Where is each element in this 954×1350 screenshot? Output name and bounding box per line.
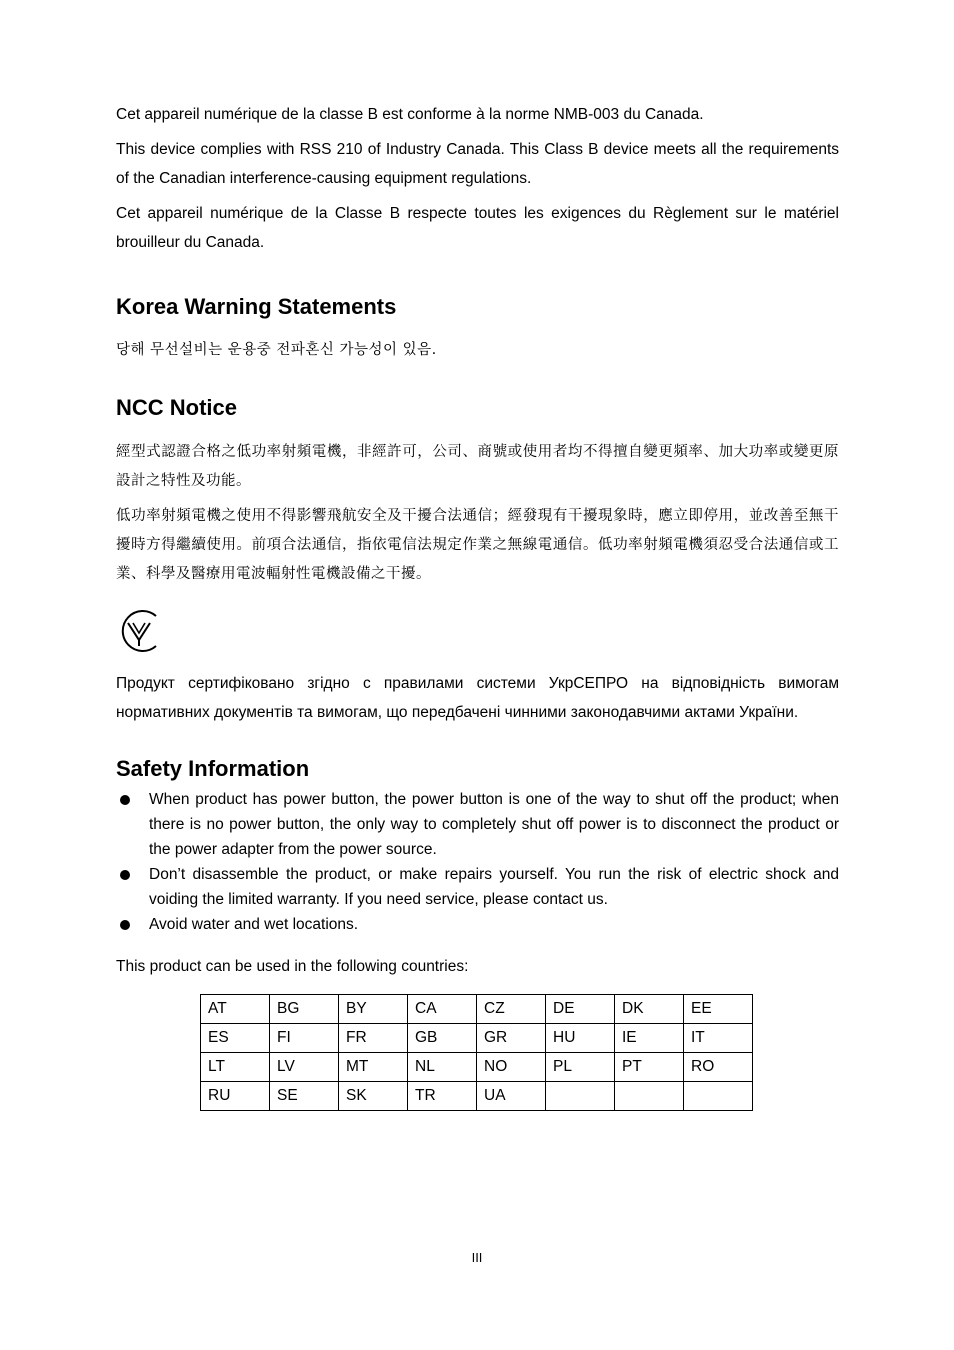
country-cell: NL — [408, 1053, 477, 1082]
country-cell: MT — [339, 1053, 408, 1082]
country-cell: SK — [339, 1082, 408, 1111]
country-cell: BY — [339, 995, 408, 1024]
country-cell: HU — [546, 1024, 615, 1053]
table-row — [201, 1024, 753, 1053]
country-cell: TR — [408, 1082, 477, 1111]
countries-intro: This product can be used in the following countries: — [116, 958, 469, 975]
country-cell — [546, 1082, 615, 1111]
safety-item: Avoid water and wet locations. — [116, 912, 839, 937]
page-number: III — [471, 1250, 483, 1265]
country-cell: AT — [201, 995, 270, 1024]
bullet-icon — [120, 870, 130, 880]
country-cell: RU — [201, 1082, 270, 1111]
canada-english-statement: This device complies with RSS 210 of Industry Canada. This Class B device meets all the requirements of the Canadian interference-causing equipment regulations. — [116, 141, 839, 187]
country-cell: BG — [270, 995, 339, 1024]
country-cell: GB — [408, 1024, 477, 1053]
country-cell: FI — [270, 1024, 339, 1053]
country-cell: GR — [477, 1024, 546, 1053]
country-cell — [684, 1082, 753, 1111]
canada-french-statement-2: Cet appareil numérique de la Classe B respecte toutes les exigences du Règlement sur le matériel brouilleur du Canada. — [116, 205, 839, 251]
country-cell: CZ — [477, 995, 546, 1024]
country-cell: IT — [684, 1024, 753, 1053]
country-cell — [615, 1082, 684, 1111]
country-cell: SE — [270, 1082, 339, 1111]
country-cell: RO — [684, 1053, 753, 1082]
country-cell: PL — [546, 1053, 615, 1082]
bullet-icon — [120, 795, 130, 805]
country-cell: EE — [684, 995, 753, 1024]
ukrsepro-mark-icon — [116, 608, 162, 654]
countries-table — [200, 994, 753, 1111]
country-cell: NO — [477, 1053, 546, 1082]
ukraine-certification-text: Продукт сертифіковано згідно с правилами системи УкрСЕПРО на відповідність вимогам нормативних документів та вимогам, що передбачені чинними законодавчими актами України. — [116, 675, 839, 721]
canada-french-statement-1: Cet appareil numérique de la classe B est conforme à la norme NMB-003 du Canada. — [116, 106, 704, 123]
country-cell: LT — [201, 1053, 270, 1082]
ncc-heading: NCC Notice — [116, 395, 238, 420]
bullet-icon — [120, 920, 130, 930]
safety-item: Don’t disassemble the product, or make repairs yourself. You run the risk of electric shock and voiding the limited warranty. If you need service, please contact us. — [116, 862, 839, 912]
safety-list — [116, 787, 839, 937]
country-cell: PT — [615, 1053, 684, 1082]
country-cell: IE — [615, 1024, 684, 1053]
table-row — [201, 995, 753, 1024]
ncc-paragraph-1: 經型式認證合格之低功率射頻電機，非經許可，公司、商號或使用者均不得擅自變更頻率、加大功率或變更原設計之特性及功能。 — [116, 444, 839, 489]
country-cell: DK — [615, 995, 684, 1024]
table-row — [201, 1053, 753, 1082]
document-body — [116, 100, 839, 1111]
country-cell: ES — [201, 1024, 270, 1053]
ncc-paragraph-2: 低功率射頻電機之使用不得影響飛航安全及干擾合法通信；經發現有干擾現象時，應立即停用，並改善至無干擾時方得繼續使用。前項合法通信，指依電信法規定作業之無線電通信。低功率射頻電機須忍受合法通信或工業、科學及醫療用電波輻射性電機設備之干擾。 — [116, 508, 839, 582]
country-cell: DE — [546, 995, 615, 1024]
country-cell: CA — [408, 995, 477, 1024]
safety-heading: Safety Information — [116, 756, 310, 781]
safety-item: When product has power button, the power button is one of the way to shut off the product; when there is no power button, the only way to completely shut off power is to disconnect the product or the power adapter from the power source. — [116, 787, 839, 862]
korea-heading: Korea Warning Statements — [116, 294, 397, 319]
country-cell: UA — [477, 1082, 546, 1111]
table-row — [201, 1082, 753, 1111]
country-cell: FR — [339, 1024, 408, 1053]
korea-warning-text: 당해 무선설비는 운용중 전파혼신 가능성이 있음. — [116, 342, 437, 358]
country-cell: LV — [270, 1053, 339, 1082]
